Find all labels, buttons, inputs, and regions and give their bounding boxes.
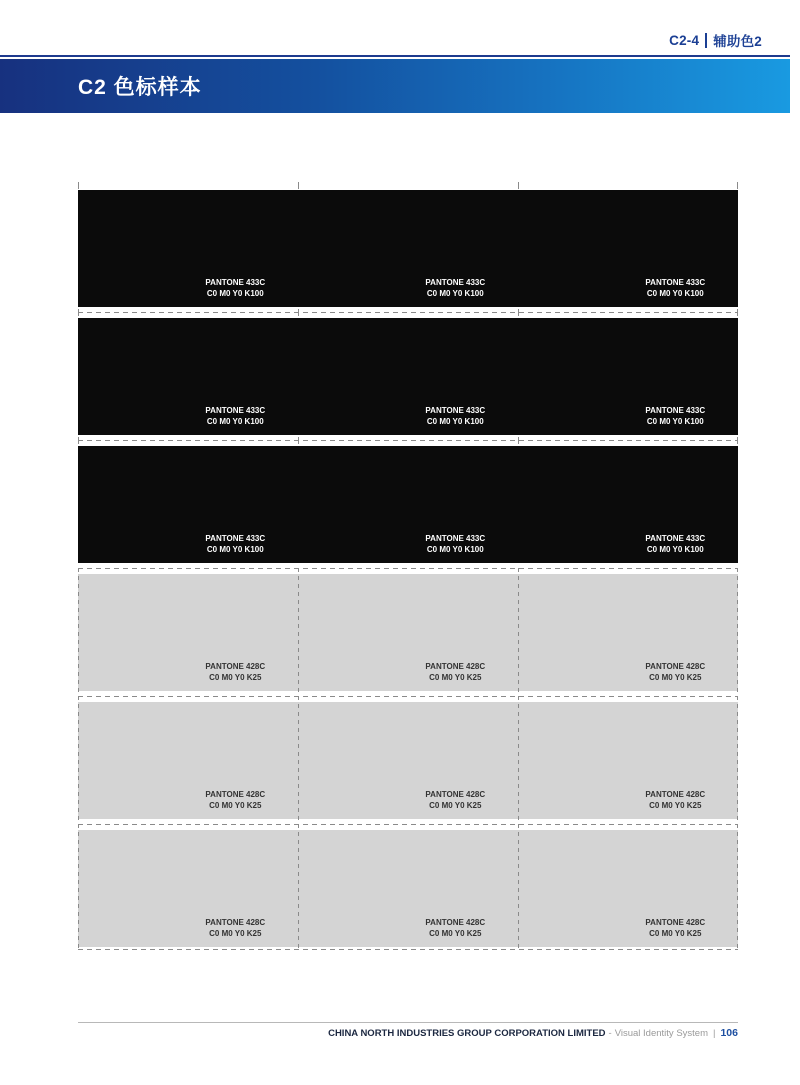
swatch-cell (78, 446, 298, 563)
swatch-label (205, 662, 265, 683)
swatch-label (205, 278, 265, 299)
footer-dash: - (608, 1028, 612, 1039)
header-divider (705, 33, 707, 48)
header-section-ref (669, 30, 762, 50)
swatch-cell (518, 574, 738, 691)
section-label: 辅助色2 (713, 34, 762, 49)
footer-page-number: 106 (720, 1027, 738, 1039)
swatch-cell (518, 830, 738, 947)
swatch-cmyk: C0 M0 Y0 K100 (646, 416, 704, 426)
swatch-cmyk: C0 M0 Y0 K25 (209, 672, 262, 682)
swatch-pantone: PANTONE 428C (645, 662, 706, 671)
swatch-cmyk: C0 M0 Y0 K100 (206, 416, 264, 426)
swatch-cell (78, 702, 298, 819)
swatch-cell (518, 702, 738, 819)
swatch-pantone: PANTONE 433C (205, 406, 266, 415)
cut-line (78, 307, 738, 318)
swatch-pantone: PANTONE 433C (425, 278, 486, 287)
gray-swatch-section (78, 574, 738, 947)
swatch-cmyk: C0 M0 Y0 K25 (429, 928, 482, 938)
swatch-label (425, 278, 485, 299)
swatch-cmyk: C0 M0 Y0 K25 (209, 928, 262, 938)
swatch-cell (78, 574, 298, 691)
swatch-pantone: PANTONE 428C (425, 790, 486, 799)
swatch-label (645, 918, 705, 939)
swatch-pantone: PANTONE 433C (425, 534, 486, 543)
swatch-cmyk: C0 M0 Y0 K100 (206, 544, 264, 554)
swatch-cmyk: C0 M0 Y0 K100 (206, 288, 264, 298)
swatch-pantone: PANTONE 428C (425, 662, 486, 671)
swatch-label (205, 918, 265, 939)
swatch-cmyk: C0 M0 Y0 K25 (649, 800, 702, 810)
swatch-label (645, 406, 705, 427)
swatch-cell (298, 190, 518, 307)
swatch-cmyk: C0 M0 Y0 K100 (646, 288, 704, 298)
crop-ticks-top (78, 181, 738, 189)
swatch-pantone: PANTONE 428C (205, 918, 266, 927)
swatch-cell (78, 190, 298, 307)
swatch-label (645, 790, 705, 811)
swatch-label (645, 662, 705, 683)
swatch-label (425, 406, 485, 427)
page-title: C2 色标样本 (78, 76, 202, 99)
swatch-row-black-1 (78, 190, 738, 307)
cut-line-vertical (737, 568, 738, 950)
swatch-cmyk: C0 M0 Y0 K100 (426, 416, 484, 426)
footer-company: CHINA NORTH INDUSTRIES GROUP CORPORATION LIMITED (328, 1028, 606, 1039)
swatch-label (205, 534, 265, 555)
footer-rule (78, 1022, 738, 1023)
cut-line-vertical (298, 568, 299, 950)
swatch-label (645, 278, 705, 299)
swatch-label (205, 406, 265, 427)
swatch-pantone: PANTONE 428C (645, 918, 706, 927)
cut-line-vertical (78, 568, 79, 950)
swatch-pantone: PANTONE 428C (205, 662, 266, 671)
swatch-cell (518, 446, 738, 563)
swatch-label (205, 790, 265, 811)
swatch-cmyk: C0 M0 Y0 K100 (426, 288, 484, 298)
swatch-pantone: PANTONE 433C (645, 534, 706, 543)
swatch-pantone: PANTONE 433C (645, 406, 706, 415)
swatch-row-gray-2 (78, 702, 738, 819)
swatch-cmyk: C0 M0 Y0 K25 (209, 800, 262, 810)
swatch-cell (78, 830, 298, 947)
swatch-cmyk: C0 M0 Y0 K25 (429, 672, 482, 682)
swatch-cmyk: C0 M0 Y0 K100 (426, 544, 484, 554)
cut-line (78, 819, 738, 830)
swatch-row-gray-1 (78, 574, 738, 691)
swatch-cmyk: C0 M0 Y0 K25 (649, 672, 702, 682)
section-code: C2-4 (669, 32, 700, 48)
swatch-pantone: PANTONE 428C (425, 918, 486, 927)
swatch-label (645, 534, 705, 555)
swatch-cell (298, 830, 518, 947)
swatch-cmyk: C0 M0 Y0 K25 (429, 800, 482, 810)
swatch-cmyk: C0 M0 Y0 K25 (649, 928, 702, 938)
swatch-pantone: PANTONE 433C (425, 406, 486, 415)
swatch-cell (298, 574, 518, 691)
footer-separator: | (713, 1028, 716, 1039)
swatch-cell (518, 318, 738, 435)
swatch-label (425, 534, 485, 555)
swatch-pantone: PANTONE 428C (645, 790, 706, 799)
swatch-row-black-3 (78, 446, 738, 563)
title-bar-top-rule (0, 55, 790, 57)
cut-line (78, 947, 738, 958)
swatch-cell (298, 446, 518, 563)
cut-line (78, 563, 738, 574)
swatch-row-gray-3 (78, 830, 738, 947)
swatch-cell (298, 318, 518, 435)
swatch-cell (518, 190, 738, 307)
swatch-label (425, 662, 485, 683)
swatch-row-black-2 (78, 318, 738, 435)
swatch-cell (298, 702, 518, 819)
cut-line (78, 435, 738, 446)
swatch-pantone: PANTONE 433C (205, 534, 266, 543)
swatch-cell (78, 318, 298, 435)
swatch-label (425, 790, 485, 811)
swatch-pantone: PANTONE 433C (205, 278, 266, 287)
footer-system-name: Visual Identity System (614, 1028, 708, 1039)
cut-line-vertical (518, 568, 519, 950)
swatch-grid (78, 190, 738, 958)
footer (328, 1027, 738, 1039)
cut-line (78, 691, 738, 702)
swatch-pantone: PANTONE 433C (645, 278, 706, 287)
swatch-cmyk: C0 M0 Y0 K100 (646, 544, 704, 554)
swatch-label (425, 918, 485, 939)
title-bar (0, 59, 790, 113)
swatch-pantone: PANTONE 428C (205, 790, 266, 799)
